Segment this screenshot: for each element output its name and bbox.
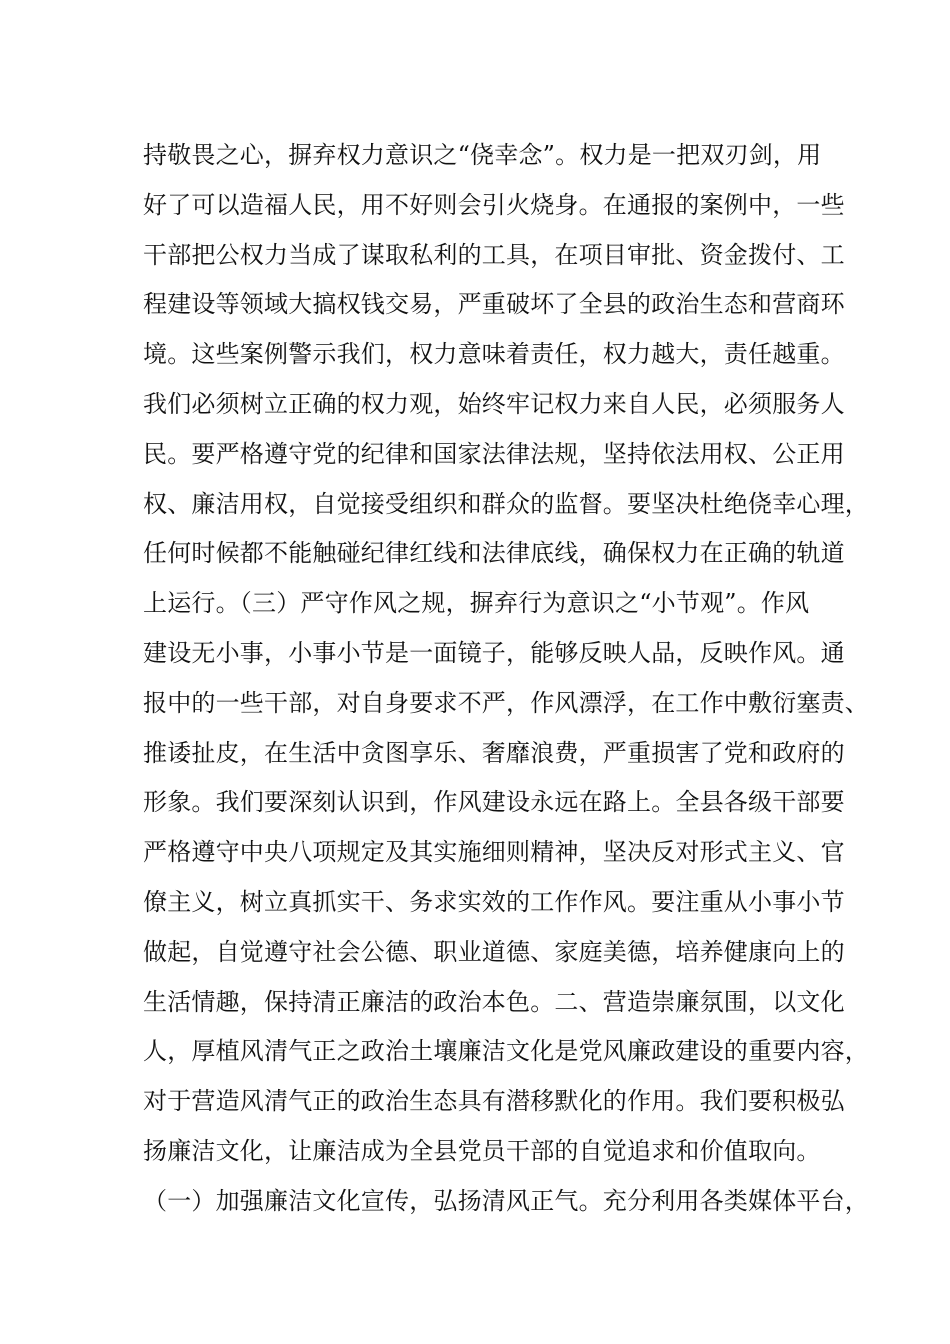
text-line: 民。要严格遵守党的纪律和国家法律法规，坚持依法用权、公正用 bbox=[143, 439, 845, 468]
text-line: 做起，自觉遵守社会公德、职业道德、家庭美德，培养健康向上的 bbox=[143, 937, 845, 966]
text-line: 任何时候都不能触碰纪律红线和法律底线，确保权力在正确的轨道 bbox=[143, 539, 845, 568]
text-line: 对于营造风清气正的政治生态具有潜移默化的作用。我们要积极弘 bbox=[143, 1087, 845, 1116]
text-line: 推诿扯皮，在生活中贪图享乐、奢靡浪费，严重损害了党和政府的 bbox=[143, 738, 845, 767]
text-line: 扬廉洁文化，让廉洁成为全县党员干部的自觉追求和价值取向。 bbox=[143, 1136, 821, 1165]
text-line: 形象。我们要深刻认识到，作风建设永远在路上。全县各级干部要 bbox=[143, 788, 845, 817]
text-line: 权、廉洁用权，自觉接受组织和群众的监督。要坚决杜绝侥幸心理， bbox=[143, 489, 869, 518]
text-line: 严格遵守中央八项规定及其实施细则精神，坚决反对形式主义、官 bbox=[143, 838, 845, 867]
text-line: 境。这些案例警示我们，权力意味着责任，权力越大，责任越重。 bbox=[143, 340, 845, 369]
text-line: 持敬畏之心，摒弃权力意识之“侥幸念”。权力是一把双刃剑，用 bbox=[143, 141, 822, 169]
text-line: 生活情趣，保持清正廉洁的政治本色。二、营造崇廉氛围，以文化 bbox=[143, 987, 845, 1016]
text-line: 人，厚植风清气正之政治土壤廉洁文化是党风廉政建设的重要内容， bbox=[143, 1037, 869, 1066]
text-line: 程建设等领域大搞权钱交易，严重破坏了全县的政治生态和营商环 bbox=[143, 290, 845, 319]
body-text bbox=[143, 131, 869, 1227]
text-line: （一）加强廉洁文化宣传，弘扬清风正气。充分利用各类媒体平台， bbox=[143, 1186, 869, 1215]
text-line: 僚主义，树立真抓实干、务求实效的工作作风。要注重从小事小节 bbox=[143, 887, 845, 916]
text-line: 我们必须树立正确的权力观，始终牢记权力来自人民，必须服务人 bbox=[143, 389, 845, 418]
text-line: 上运行。（三）严守作风之规，摒弃行为意识之“小节观”。作风 bbox=[143, 589, 810, 618]
text-line: 报中的一些干部，对自身要求不严，作风漂浮，在工作中敷衍塞责、 bbox=[143, 688, 869, 717]
text-line: 好了可以造福人民，用不好则会引火烧身。在通报的案例中，一些 bbox=[143, 190, 845, 219]
text-line: 建设无小事，小事小节是一面镜子，能够反映人品，反映作风。通 bbox=[143, 638, 845, 667]
text-line: 干部把公权力当成了谋取私利的工具，在项目审批、资金拨付、工 bbox=[143, 240, 845, 269]
